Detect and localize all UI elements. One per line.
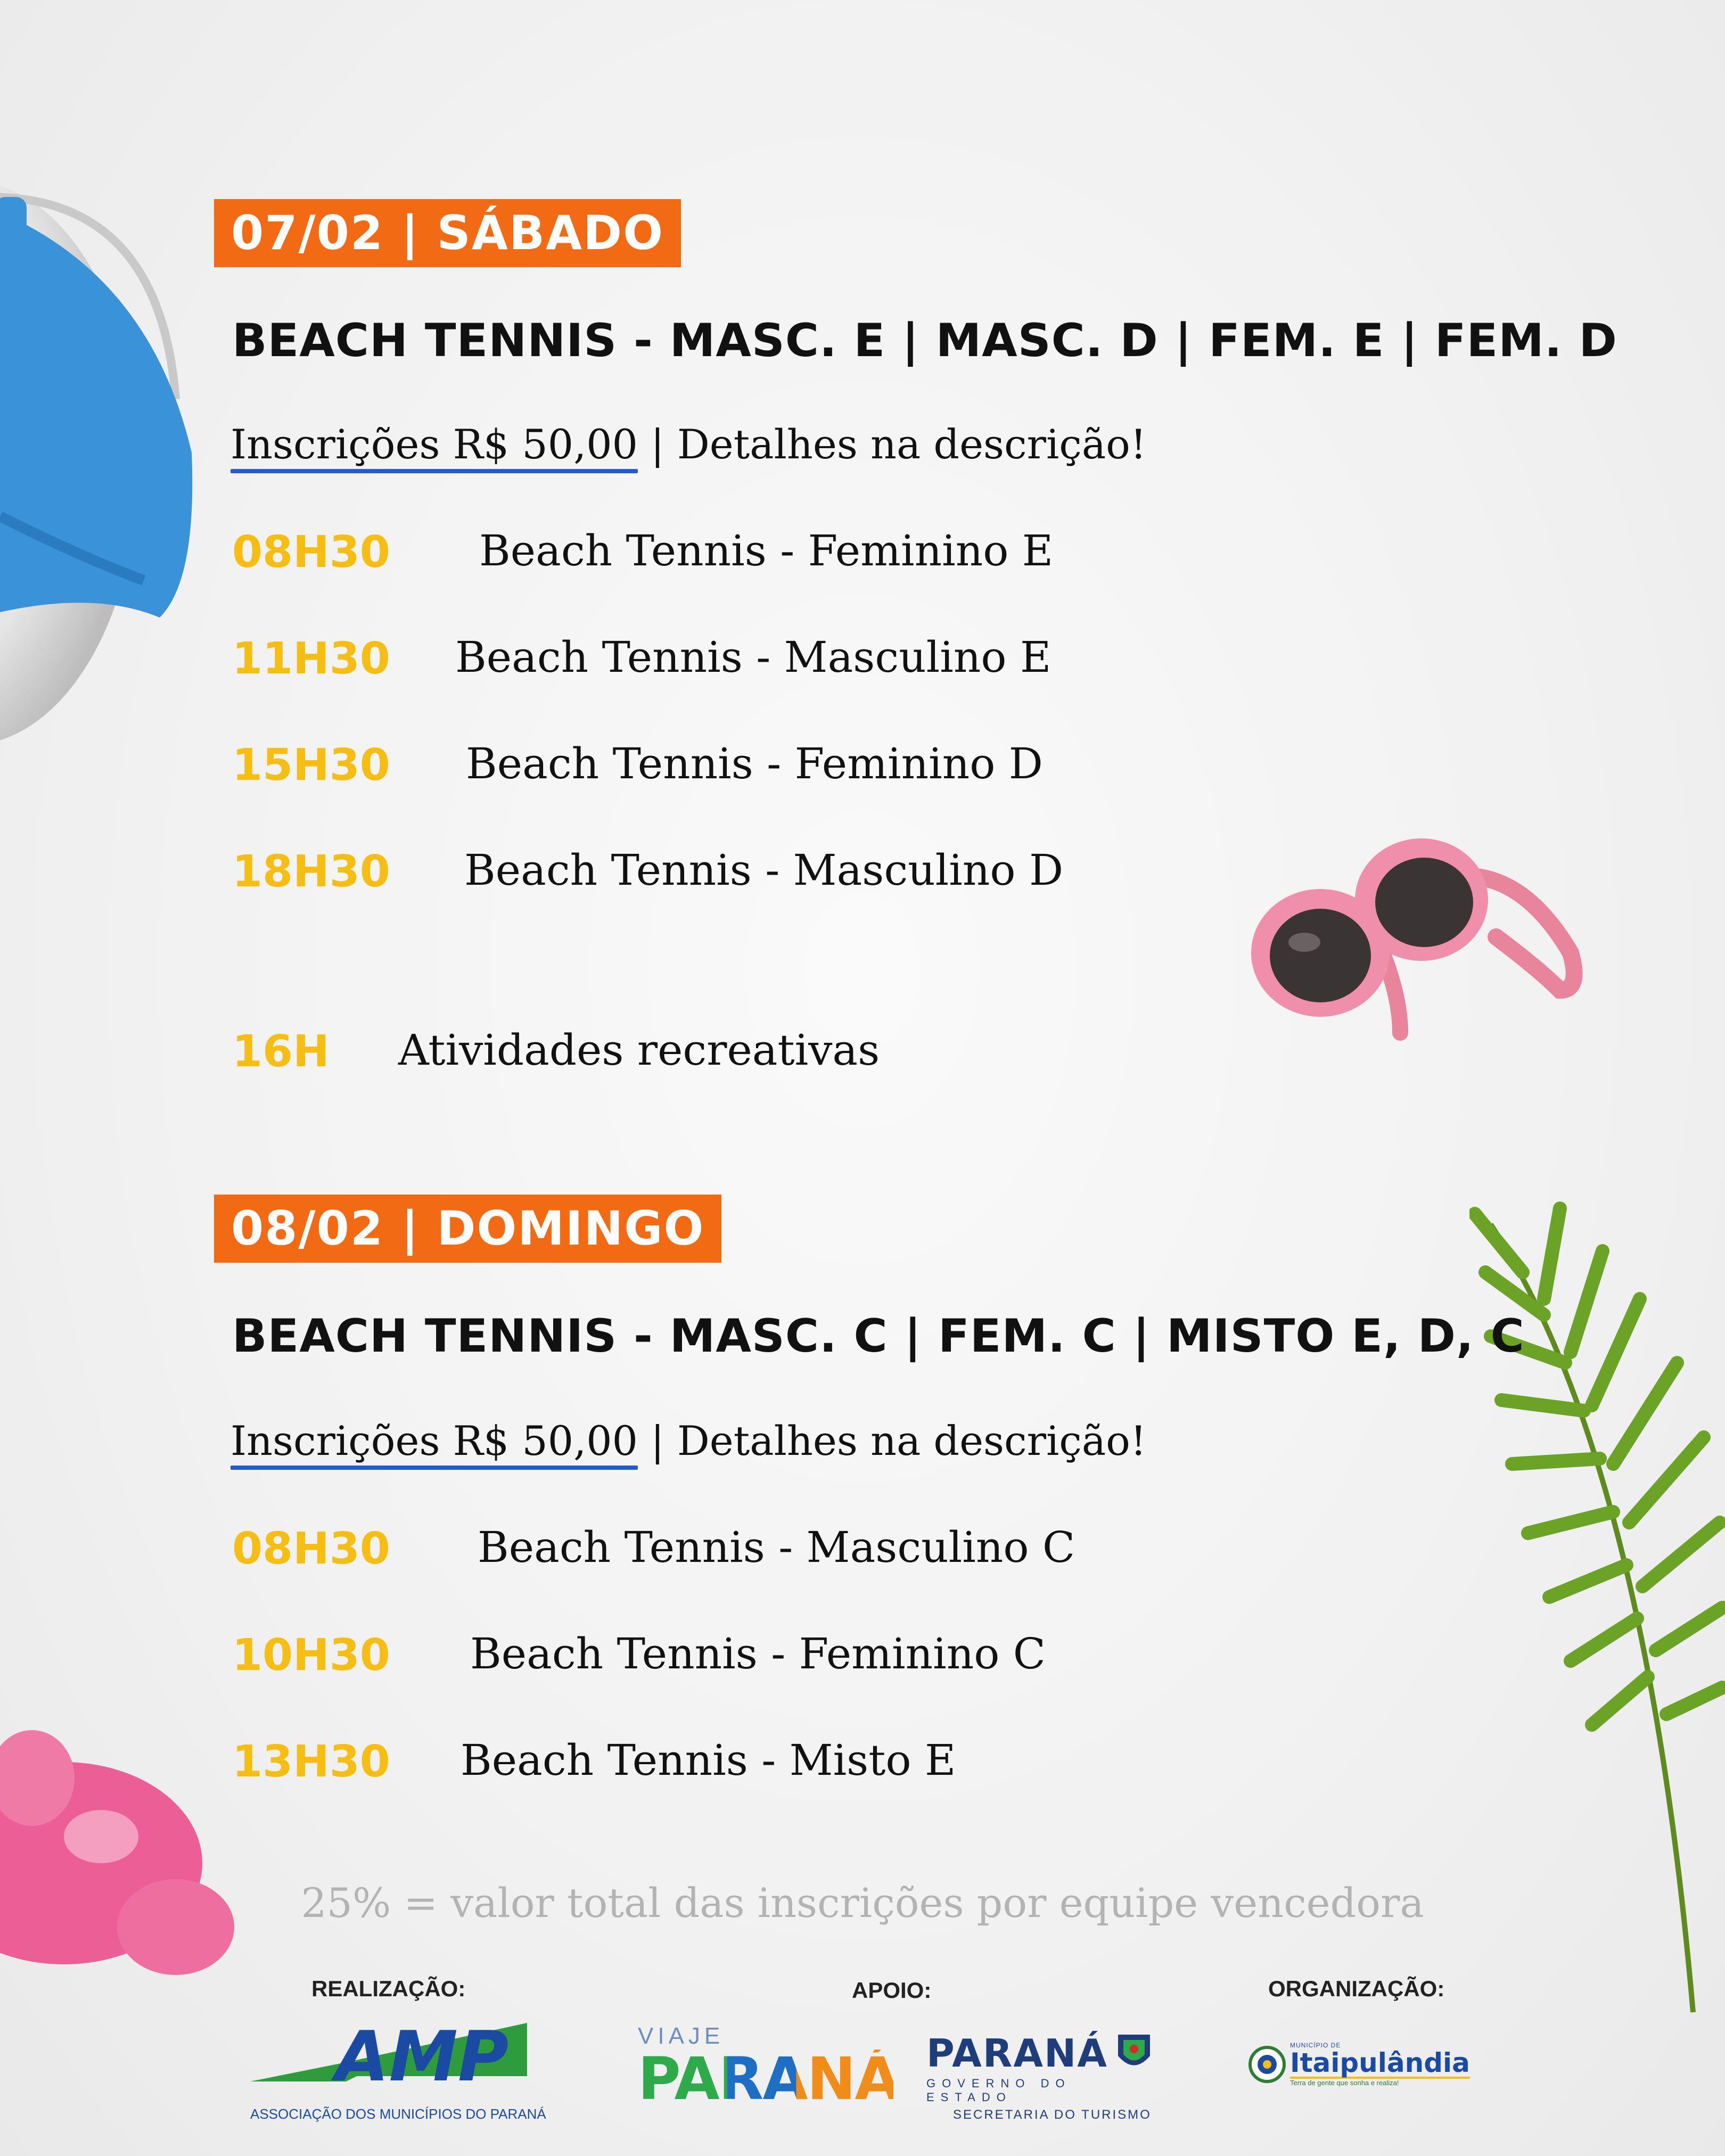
- viaje-small-text: VIAJE: [638, 2023, 725, 2049]
- parana-governo-logo: [926, 2031, 1161, 2122]
- sunday-event-1: Beach Tennis - Masculino C: [478, 1523, 1075, 1572]
- saturday-activity-time: 16H: [232, 1026, 330, 1077]
- saturday-event-4: Beach Tennis - Masculino D: [464, 845, 1064, 895]
- saturday-date-badge: 07/02 | SÁBADO: [214, 199, 681, 267]
- saturday-time-2: 11H30: [232, 633, 390, 684]
- saturday-event-3: Beach Tennis - Feminino D: [466, 739, 1043, 788]
- itaipulandia-seal-icon: [1248, 2046, 1286, 2083]
- pink-inflatable-icon: [0, 1714, 245, 1980]
- itaipulandia-name: Itaipulândia: [1290, 2047, 1470, 2078]
- organizacao-label: ORGANIZAÇÃO:: [1268, 1976, 1445, 2001]
- saturday-event-2: Beach Tennis - Masculino E: [455, 632, 1052, 682]
- amp-logo: [250, 2018, 546, 2124]
- sunday-fee-link[interactable]: Inscrições R$ 50,00: [231, 1417, 638, 1464]
- saturday-heading: BEACH TENNIS - MASC. E | MASC. D | FEM. E | FEM. D: [232, 314, 1617, 367]
- itaipulandia-small-text: MUNICÍPIO DE: [1290, 2042, 1341, 2049]
- apoio-label: APOIO:: [852, 1978, 932, 2003]
- sunday-event-3: Beach Tennis - Misto E: [461, 1735, 956, 1785]
- amp-logo-text: AMP: [335, 2018, 509, 2097]
- prize-footnote: 25% = valor total das inscrições por equipe vencedora: [301, 1879, 1424, 1927]
- parana-department: SECRETARIA DO TURISMO: [953, 2108, 1152, 2122]
- saturday-event-1: Beach Tennis - Feminino E: [479, 526, 1054, 575]
- sunday-fee: [231, 1417, 1146, 1464]
- saturday-activity-event: Atividades recreativas: [398, 1025, 880, 1075]
- itaipulandia-logo: [1248, 2042, 1483, 2100]
- beach-ball-icon: [0, 176, 224, 772]
- saturday-fee: [231, 421, 1146, 468]
- saturday-time-1: 08H30: [232, 527, 390, 578]
- sunday-time-3: 13H30: [232, 1737, 390, 1787]
- amp-caption: ASSOCIAÇÃO DOS MUNICÍPIOS DO PARANÁ: [250, 2106, 546, 2122]
- sunday-fee-rest: | Detalhes na descrição!: [637, 1417, 1147, 1464]
- saturday-time-3: 15H30: [232, 740, 390, 791]
- sunday-time-2: 10H30: [232, 1630, 390, 1681]
- sunday-time-1: 08H30: [232, 1524, 390, 1574]
- realizacao-label: REALIZAÇÃO:: [311, 1976, 466, 2001]
- saturday-fee-link[interactable]: Inscrições R$ 50,00: [231, 421, 638, 468]
- amp-logo-mark: [250, 2018, 538, 2097]
- sunday-event-2: Beach Tennis - Feminino C: [470, 1629, 1046, 1678]
- parana-coat-of-arms-icon: [1115, 2032, 1153, 2075]
- parana-title: PARANÁ: [926, 2031, 1108, 2076]
- viaje-big-text: PARANÁ: [638, 2045, 899, 2113]
- parana-subtitle: GOVERNO DO ESTADO: [926, 2077, 1071, 2104]
- itaipulandia-tagline: Terra de gente que sonha e realiza!: [1290, 2077, 1470, 2087]
- sunday-date-badge: 08/02 | DOMINGO: [214, 1195, 721, 1263]
- viaje-parana-logo: [638, 2023, 899, 2113]
- sunday-heading: BEACH TENNIS - MASC. C | FEM. C | MISTO E, D, C: [232, 1310, 1525, 1363]
- sunglasses-icon: [1241, 830, 1603, 1054]
- saturday-time-4: 18H30: [232, 846, 390, 897]
- saturday-fee-rest: | Detalhes na descrição!: [637, 421, 1147, 468]
